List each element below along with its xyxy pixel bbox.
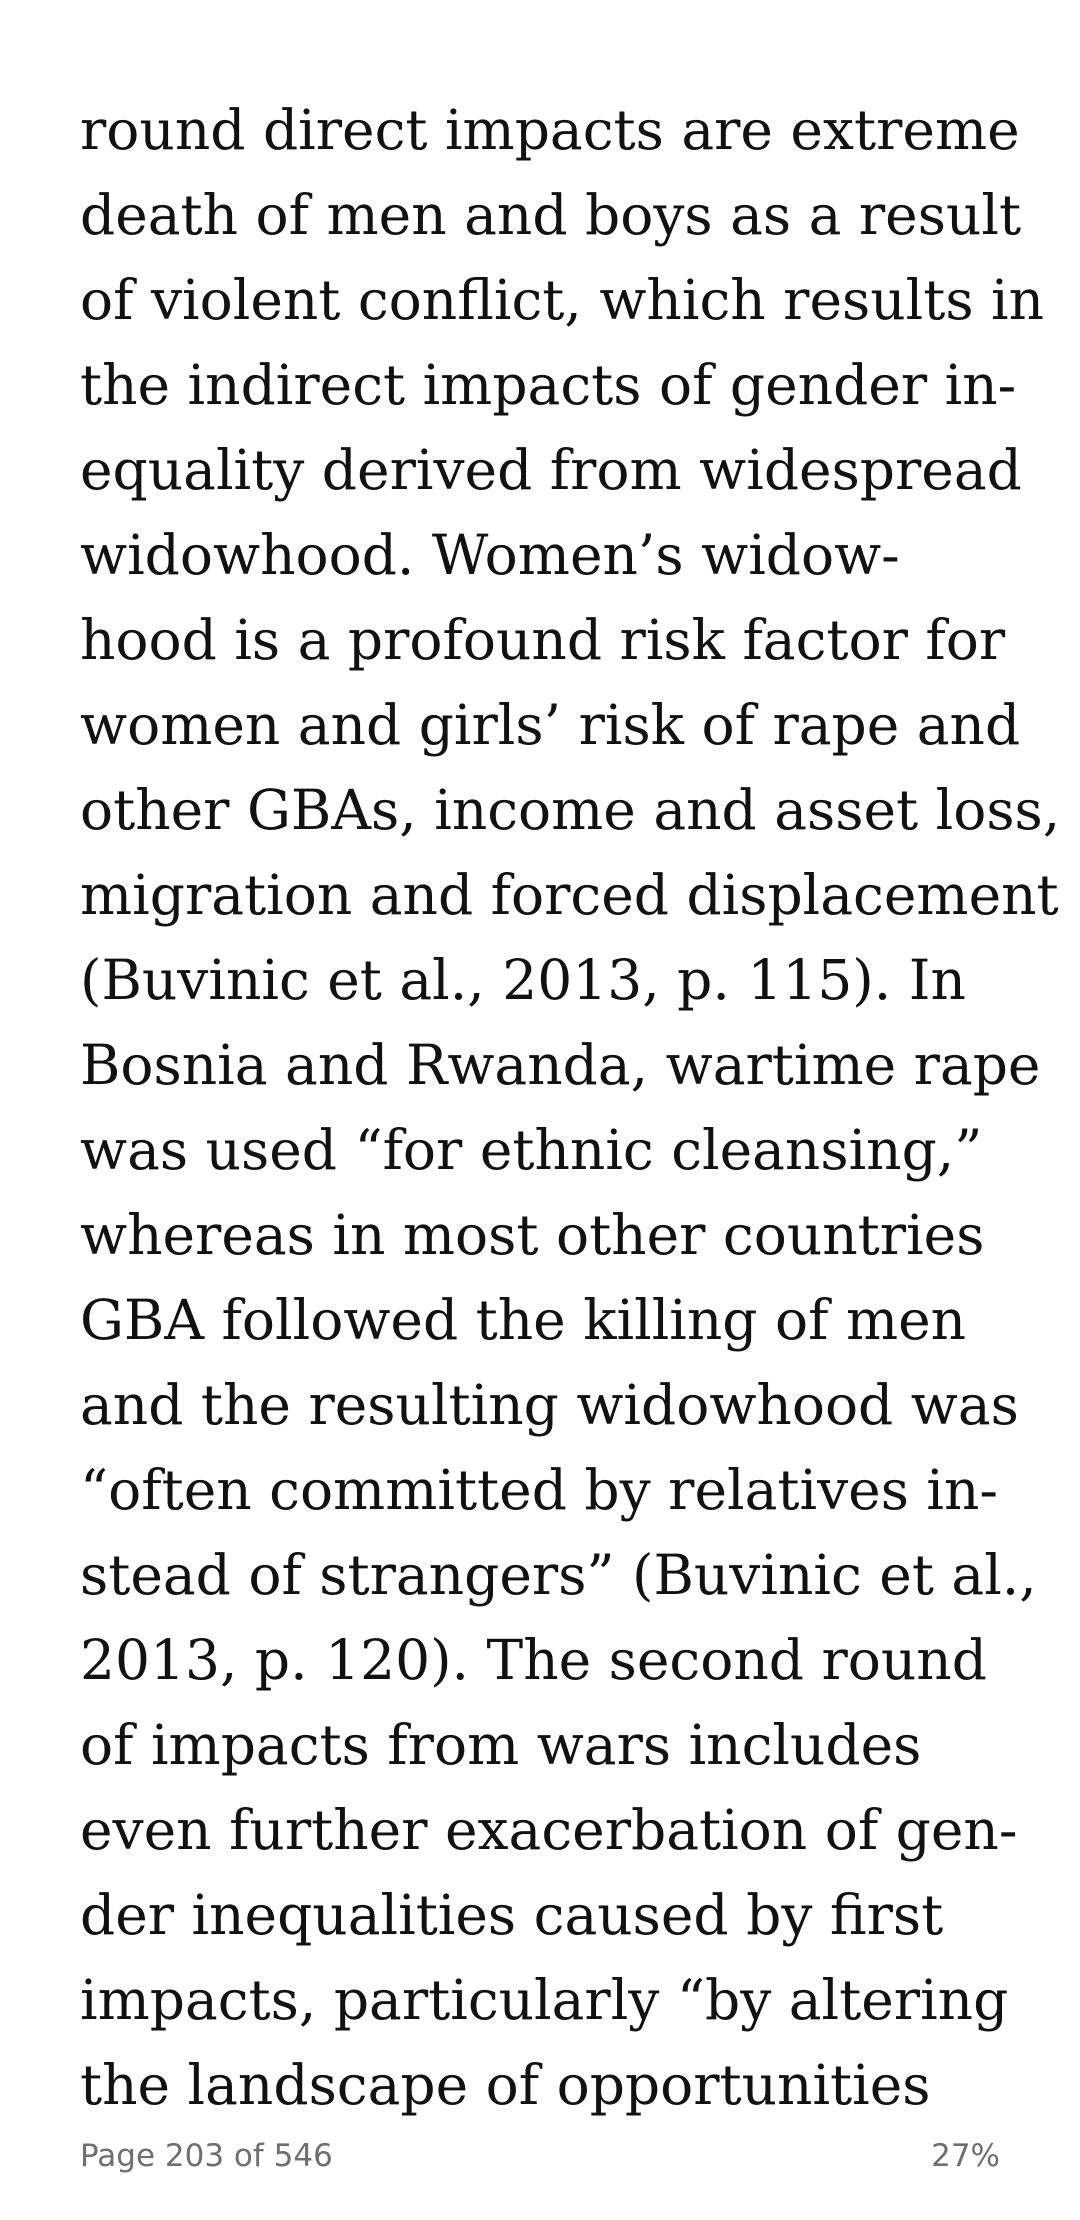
- text-line: whereas in most other countries: [80, 1203, 985, 1267]
- text-line: women and girls’ risk of rape and: [80, 693, 1021, 757]
- text-line: stead of strangers” (Buvinic et al.,: [80, 1543, 1037, 1607]
- text-line: 2013, p. 120). The second round: [80, 1628, 987, 1692]
- text-line: other GBAs, income and asset loss,: [80, 778, 1061, 842]
- book-page-text: [80, 88, 1061, 2128]
- text-line: death of men and boys as a result: [80, 183, 1022, 247]
- text-line: and the resulting widowhood was: [80, 1373, 1019, 1437]
- text-line: the landscape of opportunities: [80, 2053, 931, 2117]
- text-line: of violent conflict, which results in: [80, 268, 1045, 332]
- text-line: GBA followed the killing of men: [80, 1288, 967, 1352]
- text-line: Bosnia and Rwanda, wartime rape: [80, 1033, 1041, 1097]
- page-indicator: Page 203 of 546: [80, 2138, 333, 2174]
- text-line: (Buvinic et al., 2013, p. 115). In: [80, 948, 966, 1012]
- reader-footer: [80, 2138, 1000, 2178]
- text-line: of impacts from wars includes: [80, 1713, 922, 1777]
- reading-progress-percent: 27%: [931, 2138, 1000, 2174]
- text-line: hood is a profound risk factor for: [80, 608, 1006, 672]
- text-line: impacts, particularly “by altering: [80, 1968, 1009, 2032]
- text-line: even further exacerbation of gen-: [80, 1798, 1018, 1862]
- text-line: was used “for ethnic cleansing,”: [80, 1118, 983, 1182]
- text-line: migration and forced displacement: [80, 863, 1059, 927]
- text-line: widowhood. Women’s widow-: [80, 523, 900, 587]
- text-line: der inequalities caused by first: [80, 1883, 944, 1947]
- text-line: round direct impacts are extreme: [80, 98, 1020, 162]
- text-line: “often committed by relatives in-: [80, 1458, 999, 1522]
- text-line: the indirect impacts of gender in-: [80, 353, 1017, 417]
- text-line: equality derived from widespread: [80, 438, 1022, 502]
